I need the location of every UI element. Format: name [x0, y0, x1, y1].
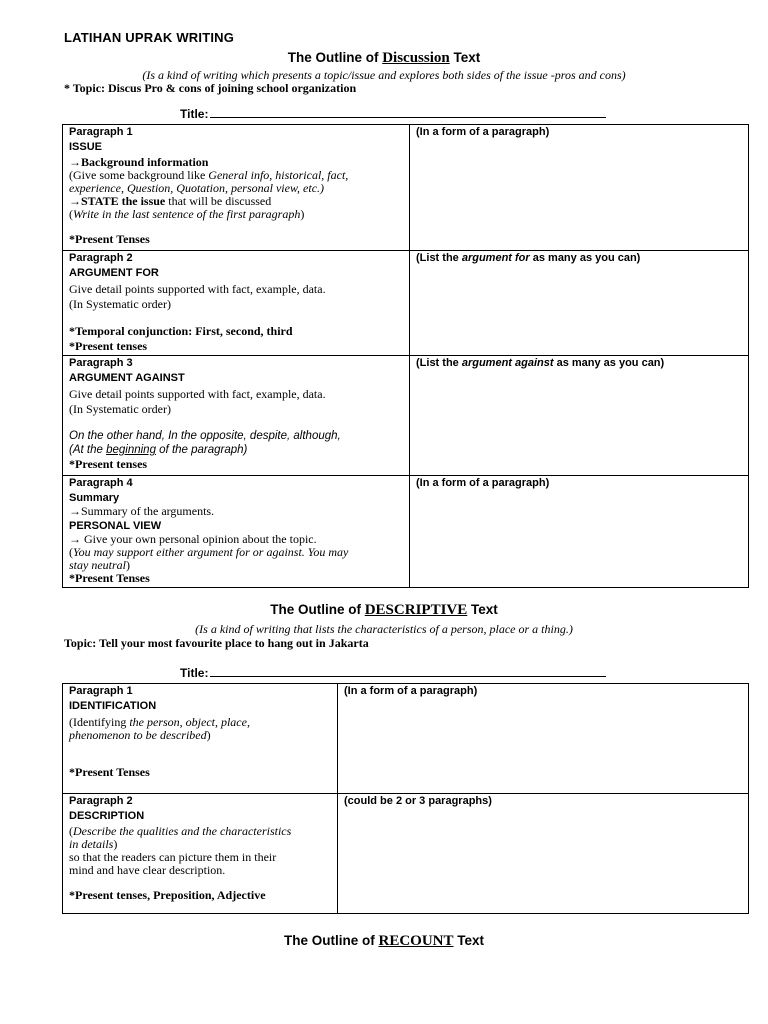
table-row: [63, 251, 749, 356]
paragraph-label: Paragraph 3: [69, 357, 133, 369]
left-cell: [63, 356, 410, 476]
left-cell: [63, 684, 338, 794]
right-instruction: (In a form of a paragraph): [344, 685, 478, 697]
title-suffix: Text: [471, 602, 498, 617]
left-cell: [63, 476, 410, 588]
title-label: Title:: [180, 107, 209, 121]
table-row: [63, 684, 749, 794]
give-line: (Give some background like General info, historical, fact,: [69, 168, 349, 182]
personal-view-heading: PERSONAL VIEW: [69, 520, 162, 532]
title-keyword: Discussion: [382, 50, 450, 66]
title-prefix: The Outline of: [287, 50, 379, 65]
paragraph-label: Paragraph 1: [69, 685, 133, 697]
title-label: Title:: [180, 666, 209, 680]
left-cell: [63, 251, 410, 356]
temporal-note: *Temporal conjunction: First, second, third: [69, 324, 293, 338]
title-suffix: Text: [457, 933, 485, 948]
write-line: (Write in the last sentence of the first paragraph): [69, 207, 305, 221]
right-instruction: (In a form of a paragraph): [416, 126, 550, 138]
state-line: →STATE the issue that will be discussed: [69, 194, 272, 208]
left-cell: [63, 794, 338, 914]
position-line: (At the beginning of the paragraph): [69, 444, 248, 456]
descriptive-subtitle: (Is a kind of writing that lists the characteristics of a person, place or a thing.): [195, 622, 573, 636]
so-line: so that the readers can picture them in their: [69, 850, 277, 864]
detail-line: Give detail points supported with fact, example, data.: [69, 282, 326, 296]
tense-note: *Present tenses: [69, 339, 148, 353]
right-cell[interactable]: [410, 125, 749, 251]
tense-note: *Present tenses, Preposition, Adjective: [69, 888, 266, 902]
discussion-title-field[interactable]: [180, 107, 606, 121]
right-cell[interactable]: [338, 684, 749, 794]
paragraph-heading: ARGUMENT FOR: [69, 267, 159, 279]
title-keyword: DESCRIPTIVE: [364, 602, 468, 618]
title-keyword: RECOUNT: [378, 933, 454, 949]
discussion-subtitle: (Is a kind of writing which presents a topic/issue and explores both sides of the issue -pros and cons): [142, 68, 626, 82]
right-instruction: (List the argument for as many as you can): [416, 252, 641, 264]
title-suffix: Text: [453, 50, 481, 65]
right-cell[interactable]: [410, 356, 749, 476]
right-instruction: (could be 2 or 3 paragraphs): [344, 795, 492, 807]
describe-line: (Describe the qualities and the characteristics: [69, 824, 292, 838]
title-prefix: The Outline of: [283, 933, 375, 948]
paragraph-label: Paragraph 1: [69, 126, 133, 138]
title-prefix: The Outline of: [270, 602, 361, 617]
paragraph-heading: DESCRIPTION: [69, 810, 145, 822]
paragraph-label: Paragraph 4: [69, 477, 133, 489]
paragraph-label: Paragraph 2: [69, 795, 133, 807]
may-line: (You may support either argument for or against. You may: [69, 545, 349, 559]
right-instruction: (In a form of a paragraph): [416, 477, 550, 489]
descriptive-outline-title: [0, 602, 768, 619]
table-row: [63, 476, 749, 588]
right-cell[interactable]: [410, 476, 749, 588]
left-cell: [63, 125, 410, 251]
so-line-2: mind and have clear description.: [69, 863, 226, 877]
right-cell[interactable]: [410, 251, 749, 356]
tense-note: *Present Tenses: [69, 571, 150, 585]
title-blank-line: [210, 107, 606, 118]
table-row: [63, 125, 749, 251]
discussion-outline-table: [62, 124, 749, 588]
detail-line: Give detail points supported with fact, example, data.: [69, 387, 326, 401]
descriptive-topic: Topic: Tell your most favourite place to hang out in Jakarta: [64, 636, 369, 650]
title-blank-line: [210, 666, 606, 677]
arrow-icon: →: [69, 532, 81, 546]
arrow-icon: →: [69, 194, 81, 208]
order-line: (In Systematic order): [69, 402, 171, 416]
background-line: →Background information: [69, 155, 209, 169]
paragraph-heading: Summary: [69, 492, 120, 504]
discussion-topic: * Topic: Discus Pro & cons of joining school organization: [64, 81, 357, 95]
tense-note: *Present tenses: [69, 457, 148, 471]
descriptive-title-field[interactable]: [180, 666, 606, 680]
arrow-icon: →: [69, 504, 81, 518]
give-opinion-line: → Give your own personal opinion about the topic.: [69, 532, 317, 546]
identify-line: (Identifying the person, object, place,: [69, 715, 250, 729]
table-row: [63, 356, 749, 476]
paragraph-heading: ARGUMENT AGAINST: [69, 372, 185, 384]
recount-outline-title: [0, 933, 768, 950]
right-instruction: (List the argument against as many as you can): [416, 357, 665, 369]
give-line-2: experience, Question, Quotation, personal view, etc.): [69, 181, 325, 195]
paragraph-heading: ISSUE: [69, 141, 103, 153]
conjunction-line: On the other hand, In the opposite, despite, although,: [69, 430, 341, 442]
document-header: LATIHAN UPRAK WRITING: [64, 30, 235, 45]
tense-note: *Present Tenses: [69, 765, 150, 779]
paragraph-heading: IDENTIFICATION: [69, 700, 157, 712]
describe-line-2: in details): [69, 837, 118, 851]
right-cell[interactable]: [338, 794, 749, 914]
arrow-icon: →: [69, 155, 81, 169]
summary-line: →Summary of the arguments.: [69, 504, 215, 518]
discussion-outline-title: [0, 50, 768, 67]
descriptive-outline-table: [62, 683, 749, 914]
may-line-2: stay neutral): [69, 558, 130, 572]
identify-line-2: phenomenon to be described): [69, 728, 211, 742]
order-line: (In Systematic order): [69, 297, 171, 311]
table-row: [63, 794, 749, 914]
tense-note: *Present Tenses: [69, 232, 150, 246]
paragraph-label: Paragraph 2: [69, 252, 133, 264]
